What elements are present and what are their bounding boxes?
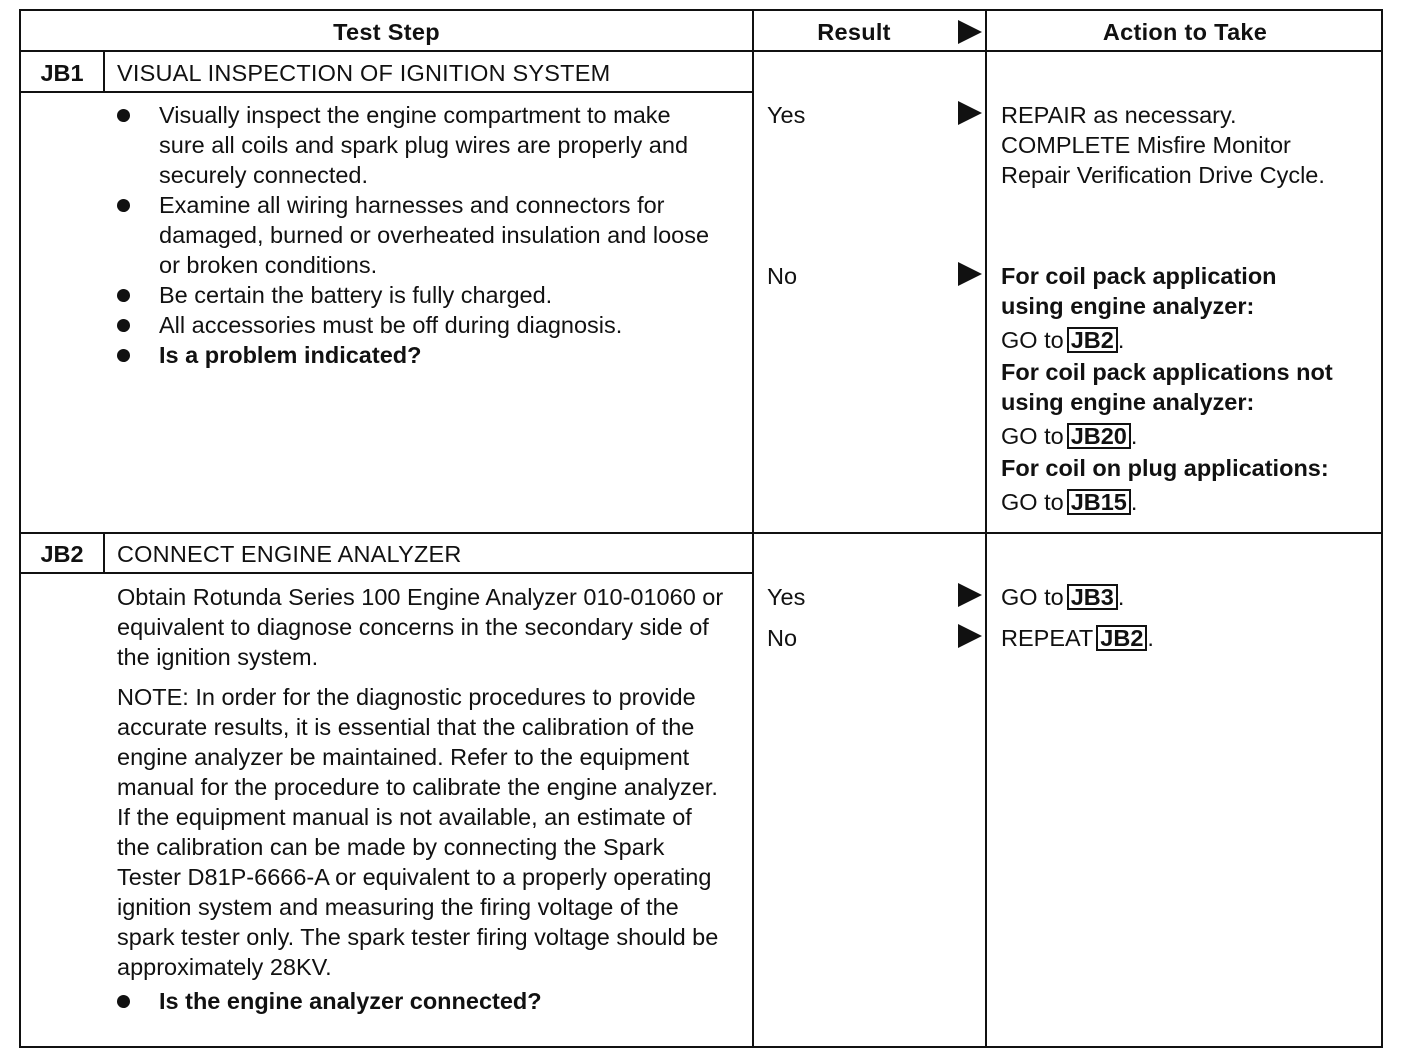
period: . — [1147, 625, 1154, 651]
jb2-yes-arrow-icon — [958, 583, 982, 607]
action-line: REPAIR as necessary. — [1001, 102, 1237, 128]
period: . — [1117, 327, 1125, 353]
action-goto — [1001, 325, 1383, 355]
jb1-checklist — [117, 100, 717, 370]
period: . — [1130, 423, 1138, 449]
jb2-result-yes: Yes — [767, 584, 806, 610]
action-heading: For coil pack application — [1001, 263, 1277, 289]
action-heading: using engine analyzer: — [1001, 293, 1255, 319]
action-goto — [1001, 487, 1383, 517]
jb2-id-divider — [103, 534, 105, 573]
action-line: COMPLETE Misfire Monitor — [1001, 132, 1291, 158]
action-heading: using engine analyzer: — [1001, 389, 1255, 415]
action-heading: For coil on plug applications: — [1001, 455, 1329, 481]
action-line: Repair Verification Drive Cycle. — [1001, 162, 1325, 188]
header-divider — [21, 50, 1381, 52]
jb2-step-title: CONNECT ENGINE ANALYZER — [117, 541, 462, 567]
header-action: Action to Take — [1102, 19, 1268, 45]
goto-label: GO to — [1001, 327, 1064, 353]
jb2-note: NOTE: In order for the diagnostic procedures to provide accurate results, it is essential that the calibration of the engine analyzer be maintained. Refer to the equipment manual for the procedure to calibrate the engine analyzer. If the equipment manual is not available, an estimate of the calibration can be made by connecting the Spark Tester D81P-6666-A or equivalent to a properly operating ignition system and measuring the firing voltage of the spark tester only. The spark tester firing voltage should be approximately 28KV. — [117, 684, 719, 980]
jb1-no-arrow-icon — [958, 262, 982, 286]
step-ref-jb15[interactable]: JB15 — [1067, 489, 1131, 515]
repeat-label: REPEAT — [1001, 625, 1094, 651]
list-item: All accessories must be off during diagnosis. — [117, 310, 717, 340]
column-divider — [752, 11, 754, 1046]
jb1-title-divider — [21, 91, 752, 93]
list-item: Visually inspect the engine compartment to make sure all coils and spark plug wires are properly and securely connected. — [117, 100, 717, 190]
column-divider — [985, 11, 987, 1046]
header-test-step: Test Step — [333, 19, 440, 45]
step-ref-jb3[interactable]: JB3 — [1067, 584, 1118, 610]
action-heading: For coil pack applications not — [1001, 359, 1333, 385]
goto-label: GO to — [1001, 489, 1064, 515]
jb2-paragraph: Obtain Rotunda Series 100 Engine Analyzer 010-01060 or equivalent to diagnose concerns in the secondary side of the ignition system. — [117, 584, 724, 670]
jb1-action-yes — [1001, 100, 1381, 190]
jb2-body — [117, 582, 727, 1016]
diagnostic-table — [19, 9, 1383, 1048]
header-result: Result — [817, 19, 891, 45]
step-ref-jb2[interactable]: JB2 — [1067, 327, 1118, 353]
period: . — [1130, 489, 1138, 515]
row-divider — [21, 532, 1381, 534]
jb1-id-divider — [103, 52, 105, 92]
jb2-result-no: No — [767, 625, 798, 651]
list-item: Be certain the battery is fully charged. — [117, 280, 717, 310]
jb2-step-id: JB2 — [40, 541, 84, 567]
list-item-question: Is the engine analyzer connected? — [117, 986, 727, 1016]
list-item-question: Is a problem indicated? — [117, 340, 717, 370]
jb1-yes-arrow-icon — [958, 101, 982, 125]
jb1-step-title: VISUAL INSPECTION OF IGNITION SYSTEM — [117, 60, 611, 86]
jb2-title-divider — [21, 572, 752, 574]
jb2-action-yes — [1001, 582, 1381, 612]
header-arrow-icon — [958, 20, 982, 44]
goto-label: GO to — [1001, 584, 1064, 610]
jb2-action-no — [1001, 623, 1381, 653]
list-item: Examine all wiring harnesses and connectors for damaged, burned or overheated insulation and loose or broken conditions. — [117, 190, 717, 280]
jb1-result-no: No — [767, 263, 798, 289]
jb2-no-arrow-icon — [958, 624, 982, 648]
step-ref-jb20[interactable]: JB20 — [1067, 423, 1131, 449]
step-ref-jb2[interactable]: JB2 — [1096, 625, 1147, 651]
jb1-action-no — [1001, 261, 1383, 517]
jb2-checklist — [117, 986, 727, 1016]
action-goto — [1001, 421, 1383, 451]
jb1-result-yes: Yes — [767, 102, 806, 128]
goto-label: GO to — [1001, 423, 1064, 449]
period: . — [1117, 584, 1125, 610]
jb1-step-id: JB1 — [40, 60, 84, 86]
